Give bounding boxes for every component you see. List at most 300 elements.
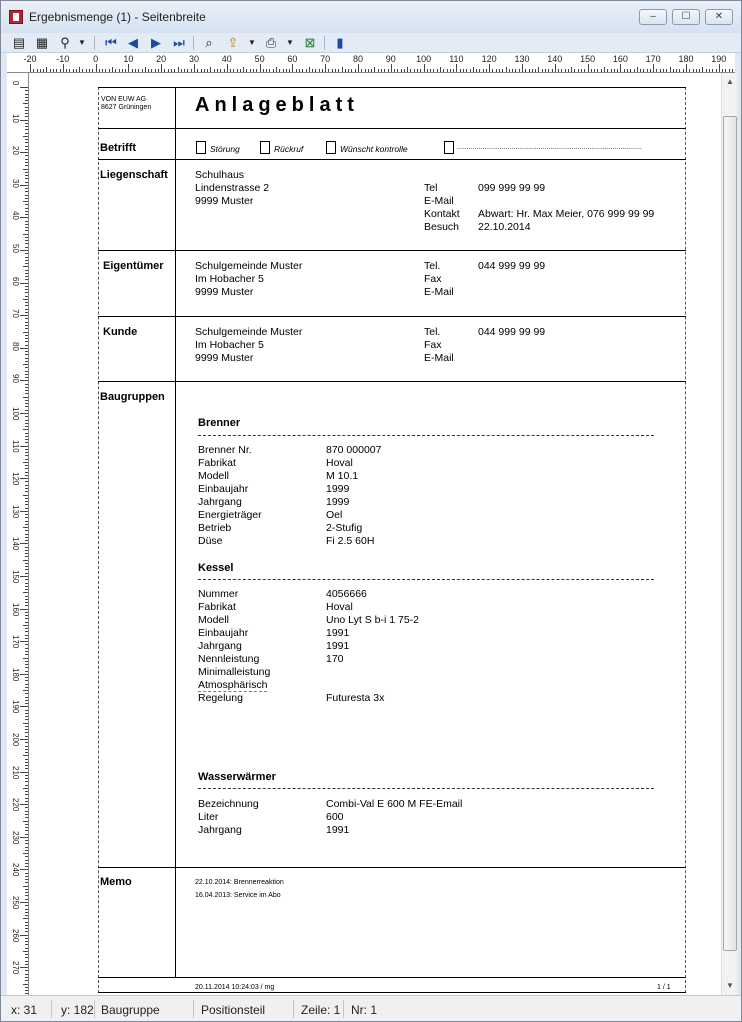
- ruler-tick: [25, 195, 28, 196]
- ruler-tick: [25, 553, 28, 554]
- page-title: Anlageblatt: [195, 94, 359, 116]
- ruler-tick: [25, 377, 28, 378]
- row-key: Energieträger: [198, 509, 262, 521]
- scroll-thumb[interactable]: [723, 116, 737, 951]
- ruler-tick: [637, 67, 638, 72]
- ruler-tick: [384, 69, 385, 72]
- row-value: Hoval: [326, 601, 353, 613]
- report-page: [29, 73, 721, 995]
- ruler-label: 140: [11, 537, 20, 551]
- ruler-label: 130: [11, 504, 20, 519]
- next-page-icon[interactable]: ▶: [151, 35, 161, 50]
- baugruppen-label: Baugruppen: [100, 391, 165, 403]
- field-key: Fax: [424, 339, 442, 351]
- ruler-tick: [20, 641, 28, 642]
- footer-page: 1 / 1: [657, 984, 671, 991]
- ruler-tick: [368, 69, 369, 72]
- ruler-tick: [161, 64, 162, 72]
- row-key: Jahrgang: [198, 824, 242, 836]
- ruler-tick: [712, 69, 713, 72]
- status-nr: Nr: 1: [351, 1003, 378, 1017]
- window-title: Ergebnismenge (1) - Seitenbreite: [29, 10, 206, 24]
- ruler-tick: [25, 667, 28, 668]
- binoculars-icon[interactable]: ⌕: [205, 35, 213, 50]
- ruler-tick: [25, 732, 28, 733]
- status-line: Zeile: 1: [301, 1003, 341, 1017]
- row-value: 1991: [326, 640, 350, 652]
- field-key: Tel: [424, 182, 438, 194]
- ruler-tick: [604, 67, 605, 72]
- ruler-tick: [25, 909, 28, 910]
- ruler-tick: [115, 69, 116, 72]
- ruler-tick: [545, 69, 546, 72]
- ruler-tick: [430, 69, 431, 72]
- ruler-tick: [25, 530, 28, 531]
- ruler-tick: [73, 69, 74, 72]
- ruler-tick: [46, 67, 47, 72]
- ruler-tick: [460, 69, 461, 72]
- ruler-tick: [351, 69, 352, 72]
- ruler-tick: [647, 69, 648, 72]
- toolbar-separator: [193, 36, 194, 50]
- row-value: 600: [326, 811, 344, 823]
- ruler-tick: [492, 69, 493, 72]
- ruler-tick: [25, 817, 28, 818]
- ruler-tick: [25, 449, 28, 450]
- ruler-tick: [25, 697, 28, 698]
- ruler-tick: [509, 69, 510, 72]
- liegenschaft-name: Schulhaus: [195, 169, 245, 181]
- ruler-tick: [23, 592, 28, 593]
- ruler-tick: [25, 468, 28, 469]
- ruler-tick: [555, 64, 556, 72]
- ruler-tick: [25, 426, 28, 427]
- ruler-tick: [66, 69, 67, 72]
- ruler-tick: [25, 162, 28, 163]
- ruler-tick: [25, 589, 28, 590]
- ruler-tick: [25, 312, 28, 313]
- ruler-tick: [25, 198, 28, 199]
- row-value: Uno Lyt S b-i 1 75-2: [326, 614, 419, 626]
- ruler-tick: [25, 957, 28, 958]
- ruler-tick: [25, 508, 28, 509]
- ruler-tick: [732, 69, 733, 72]
- scroll-down-icon[interactable]: ▼: [726, 981, 734, 990]
- ruler-tick: [424, 64, 425, 72]
- ruler-tick: [33, 69, 34, 72]
- ruler-tick: [25, 325, 28, 326]
- ruler-label: -10: [56, 54, 70, 64]
- ruler-tick: [25, 752, 28, 753]
- ruler-tick: [25, 791, 28, 792]
- ruler-tick: [338, 69, 339, 72]
- ruler-tick: [158, 69, 159, 72]
- ruler-tick: [23, 560, 28, 561]
- ruler-tick: [25, 498, 28, 499]
- ruler-tick: [25, 622, 28, 623]
- ruler-tick: [142, 69, 143, 72]
- ruler-tick: [25, 840, 28, 841]
- ruler-tick: [217, 69, 218, 72]
- ruler-tick: [25, 211, 28, 212]
- row-key-selected[interactable]: Atmosphärisch: [198, 679, 268, 691]
- ruler-tick: [30, 64, 31, 72]
- close-button[interactable]: ✕: [705, 9, 733, 25]
- ruler-tick: [23, 527, 28, 528]
- ruler-tick: [25, 416, 28, 417]
- ruler-tick: [96, 64, 97, 72]
- ruler-tick: [25, 309, 28, 310]
- ruler-tick: [122, 69, 123, 72]
- ruler-tick: [25, 566, 28, 567]
- ruler-tick: [25, 944, 28, 945]
- ruler-tick: [25, 798, 28, 799]
- stoerung-label: Störung: [210, 144, 240, 154]
- ruler-tick: [25, 393, 28, 394]
- ruler-tick: [273, 69, 274, 72]
- page-border-right: [685, 87, 686, 993]
- field-value: 044 999 99 99: [478, 260, 546, 272]
- export-icon[interactable]: ⇪: [227, 35, 239, 50]
- ruler-tick: [25, 260, 28, 261]
- ruler-tick: [506, 67, 507, 72]
- chevron-down-icon[interactable]: ▼: [248, 38, 256, 47]
- ruler-tick: [719, 64, 720, 72]
- ruler-tick: [25, 540, 28, 541]
- ruler-tick: [332, 69, 333, 72]
- ruler-tick: [381, 69, 382, 72]
- ruler-tick: [25, 465, 28, 466]
- ruler-tick: [25, 863, 28, 864]
- row-key: Jahrgang: [198, 640, 242, 652]
- horizontal-ruler: [7, 53, 735, 73]
- liegenschaft-city: 9999 Muster: [195, 195, 254, 207]
- ruler-label: 180: [678, 54, 694, 64]
- ruler-label: 130: [514, 54, 530, 64]
- ruler-tick: [433, 69, 434, 72]
- ruler-label: 80: [11, 341, 20, 351]
- ruler-tick: [466, 69, 467, 72]
- group-title: Wasserwärmer: [198, 771, 276, 783]
- other-checkbox[interactable]: [444, 141, 454, 154]
- ruler-tick: [20, 902, 28, 903]
- ruler-tick: [515, 69, 516, 72]
- chevron-down-icon[interactable]: ▼: [286, 38, 294, 47]
- field-value: 099 999 99 99: [478, 182, 546, 194]
- ruler-label: 170: [645, 54, 661, 64]
- minimize-button[interactable]: –: [639, 9, 667, 25]
- ruler-tick: [325, 64, 326, 72]
- ruler-tick: [174, 69, 175, 72]
- ruler-tick: [453, 69, 454, 72]
- kunde-label: Kunde: [103, 326, 138, 338]
- field-value: Abwart: Hr. Max Meier, 076 999 99 99: [478, 208, 655, 220]
- ruler-tick: [138, 69, 139, 72]
- ruler-tick: [407, 67, 408, 72]
- ruler-tick: [23, 332, 28, 333]
- ruler-label: 250: [11, 896, 20, 910]
- ruler-tick: [25, 912, 28, 913]
- excel-icon[interactable]: ⊠: [304, 35, 316, 50]
- page-border-left: [98, 87, 99, 993]
- ruler-tick: [427, 69, 428, 72]
- ruler-tick: [25, 116, 28, 117]
- ruler-tick: [679, 69, 680, 72]
- app-icon: [9, 10, 23, 24]
- ruler-tick: [25, 856, 28, 857]
- ruler-tick: [25, 830, 28, 831]
- layout-icon[interactable]: ▦: [35, 35, 49, 50]
- ruler-tick: [25, 488, 28, 489]
- ruler-tick: [25, 573, 28, 574]
- group-title: Kessel: [198, 562, 234, 574]
- ruler-tick: [25, 354, 28, 355]
- ruler-tick: [25, 794, 28, 795]
- ruler-tick: [25, 680, 28, 681]
- ruler-tick: [25, 931, 28, 932]
- ruler-tick: [348, 69, 349, 72]
- ruler-tick: [25, 90, 28, 91]
- ruler-tick: [420, 69, 421, 72]
- ruler-tick: [388, 69, 389, 72]
- ruler-tick: [25, 664, 28, 665]
- ruler-label: 60: [11, 276, 20, 286]
- ruler-tick: [568, 69, 569, 72]
- rueckruf-checkbox[interactable]: [260, 141, 270, 154]
- ruler-tick: [601, 69, 602, 72]
- ruler-tick: [253, 69, 254, 72]
- ruler-tick: [25, 361, 28, 362]
- ruler-tick: [20, 283, 28, 284]
- ruler-tick: [25, 139, 28, 140]
- ruler-label: 260: [11, 928, 20, 942]
- ruler-tick: [20, 935, 28, 936]
- ruler-tick: [401, 69, 402, 72]
- eigentuemer-name: Schulgemeinde Muster: [195, 260, 303, 272]
- ruler-tick: [374, 67, 375, 72]
- scroll-up-icon[interactable]: ▲: [726, 77, 734, 86]
- toolbar: [1, 33, 741, 53]
- vertical-scrollbar[interactable]: [721, 73, 737, 995]
- ruler-tick: [607, 69, 608, 72]
- ruler-label: 20: [11, 146, 20, 156]
- ruler-tick: [443, 69, 444, 72]
- ruler-tick: [20, 804, 28, 805]
- row-value: Hoval: [326, 457, 353, 469]
- zoom-icon[interactable]: ⚲: [60, 35, 70, 50]
- ruler-tick: [25, 746, 28, 747]
- ruler-tick: [23, 951, 28, 952]
- ruler-label: 0: [93, 54, 99, 64]
- ruler-tick: [240, 69, 241, 72]
- ruler-label: 180: [11, 667, 20, 682]
- kunde-city: 9999 Muster: [195, 352, 254, 364]
- ruler-tick: [25, 436, 28, 437]
- ruler-tick: [25, 247, 28, 248]
- book-icon[interactable]: ▮: [336, 35, 344, 50]
- ruler-tick: [414, 69, 415, 72]
- ruler-tick: [25, 367, 28, 368]
- memo-line: 22.10.2014: Brennerreaktion: [195, 879, 284, 886]
- ruler-tick: [20, 543, 28, 544]
- ruler-tick: [246, 69, 247, 72]
- ruler-tick: [558, 69, 559, 72]
- ruler-tick: [25, 335, 28, 336]
- ruler-tick: [25, 879, 28, 880]
- ruler-tick: [286, 69, 287, 72]
- last-page-icon[interactable]: ⏭: [173, 35, 185, 50]
- ruler-tick: [25, 358, 28, 359]
- row-value: 1999: [326, 483, 350, 495]
- ruler-tick: [322, 69, 323, 72]
- ruler-tick: [25, 713, 28, 714]
- ruler-tick: [470, 69, 471, 72]
- ruler-tick: [328, 69, 329, 72]
- ruler-tick: [25, 129, 28, 130]
- ruler-tick: [614, 69, 615, 72]
- ruler-tick: [20, 217, 28, 218]
- ruler-tick: [25, 439, 28, 440]
- stoerung-checkbox[interactable]: [196, 141, 206, 154]
- ruler-tick: [25, 351, 28, 352]
- ruler-tick: [269, 69, 270, 72]
- ruler-tick: [624, 69, 625, 72]
- ruler-tick: [105, 69, 106, 72]
- ruler-tick: [25, 556, 28, 557]
- ruler-tick: [532, 69, 533, 72]
- ruler-tick: [25, 537, 28, 538]
- ruler-tick: [53, 69, 54, 72]
- ruler-label: 190: [711, 54, 727, 64]
- ruler-tick: [25, 684, 28, 685]
- ruler-tick: [627, 69, 628, 72]
- ruler-tick: [79, 67, 80, 72]
- ruler-tick: [437, 69, 438, 72]
- row-key: Bezeichnung: [198, 798, 259, 810]
- kunde-street: Im Hobacher 5: [195, 339, 264, 351]
- ruler-tick: [397, 69, 398, 72]
- ruler-tick: [20, 869, 28, 870]
- ruler-tick: [702, 67, 703, 72]
- field-key: Tel.: [424, 326, 441, 338]
- ruler-tick: [25, 749, 28, 750]
- ruler-tick: [683, 69, 684, 72]
- ruler-tick: [483, 69, 484, 72]
- ruler-tick: [25, 716, 28, 717]
- ruler-tick: [23, 495, 28, 496]
- ruler-tick: [538, 67, 539, 72]
- ruler-label: 30: [11, 178, 20, 188]
- ruler-tick: [283, 69, 284, 72]
- ruler-tick: [148, 69, 149, 72]
- row-value: Oel: [326, 509, 343, 521]
- ruler-label: 30: [188, 54, 200, 64]
- ruler-tick: [25, 651, 28, 652]
- page-view-icon[interactable]: ▤: [12, 35, 26, 50]
- ruler-tick: [25, 387, 28, 388]
- kontrolle-checkbox[interactable]: [326, 141, 336, 154]
- ruler-label: 220: [11, 798, 20, 812]
- toolbar-separator: [324, 36, 325, 50]
- ruler-tick: [20, 87, 28, 88]
- field-key: Tel.: [424, 260, 441, 272]
- row-value: 1991: [326, 627, 350, 639]
- ruler-tick: [20, 120, 28, 121]
- ruler-tick: [25, 873, 28, 874]
- ruler-tick: [56, 69, 57, 72]
- ruler-tick: [289, 69, 290, 72]
- ruler-tick: [25, 693, 28, 694]
- printer-icon[interactable]: ⎙: [265, 35, 277, 50]
- ruler-tick: [25, 253, 28, 254]
- ruler-label: 90: [11, 374, 20, 384]
- ruler-tick: [25, 602, 28, 603]
- ruler-tick: [25, 648, 28, 649]
- ruler-tick: [276, 67, 277, 72]
- ruler-tick: [25, 452, 28, 453]
- ruler-tick: [237, 69, 238, 72]
- ruler-tick: [230, 69, 231, 72]
- title-bar: [1, 1, 741, 33]
- ruler-tick: [25, 882, 28, 883]
- row-value: Fi 2.5 60H: [326, 535, 375, 547]
- ruler-tick: [25, 133, 28, 134]
- ruler-tick: [20, 576, 28, 577]
- ruler-tick: [204, 69, 205, 72]
- ruler-tick: [135, 69, 136, 72]
- ruler-tick: [486, 69, 487, 72]
- ruler-label: 150: [580, 54, 596, 64]
- ruler-tick: [355, 69, 356, 72]
- ruler-tick: [25, 517, 28, 518]
- ruler-tick: [25, 687, 28, 688]
- ruler-label: 160: [612, 54, 628, 64]
- ruler-tick: [342, 67, 343, 72]
- ruler-tick: [20, 315, 28, 316]
- first-page-icon[interactable]: ⏮: [105, 35, 117, 50]
- maximize-button[interactable]: ☐: [672, 9, 700, 25]
- ruler-tick: [25, 599, 28, 600]
- ruler-tick: [23, 299, 28, 300]
- ruler-label: 140: [547, 54, 563, 64]
- ruler-tick: [473, 67, 474, 72]
- ruler-tick: [25, 155, 28, 156]
- ruler-tick: [404, 69, 405, 72]
- previous-page-icon[interactable]: ◀: [128, 35, 138, 50]
- ruler-tick: [25, 504, 28, 505]
- ruler-label: 100: [416, 54, 432, 64]
- ruler-tick: [25, 677, 28, 678]
- ruler-tick: [25, 719, 28, 720]
- row-value: Futuresta 3x: [326, 692, 385, 704]
- toolbar-separator: [94, 36, 95, 50]
- ruler-tick: [25, 569, 28, 570]
- ruler-tick: [25, 159, 28, 160]
- ruler-tick: [25, 472, 28, 473]
- ruler-tick: [214, 69, 215, 72]
- ruler-tick: [522, 64, 523, 72]
- chevron-down-icon[interactable]: ▼: [78, 38, 86, 47]
- ruler-tick: [86, 69, 87, 72]
- ruler-tick: [23, 201, 28, 202]
- ruler-tick: [187, 69, 188, 72]
- ruler-tick: [25, 974, 28, 975]
- ruler-tick: [181, 69, 182, 72]
- ruler-tick: [25, 400, 28, 401]
- ruler-tick: [25, 455, 28, 456]
- ruler-tick: [23, 755, 28, 756]
- ruler-tick: [76, 69, 77, 72]
